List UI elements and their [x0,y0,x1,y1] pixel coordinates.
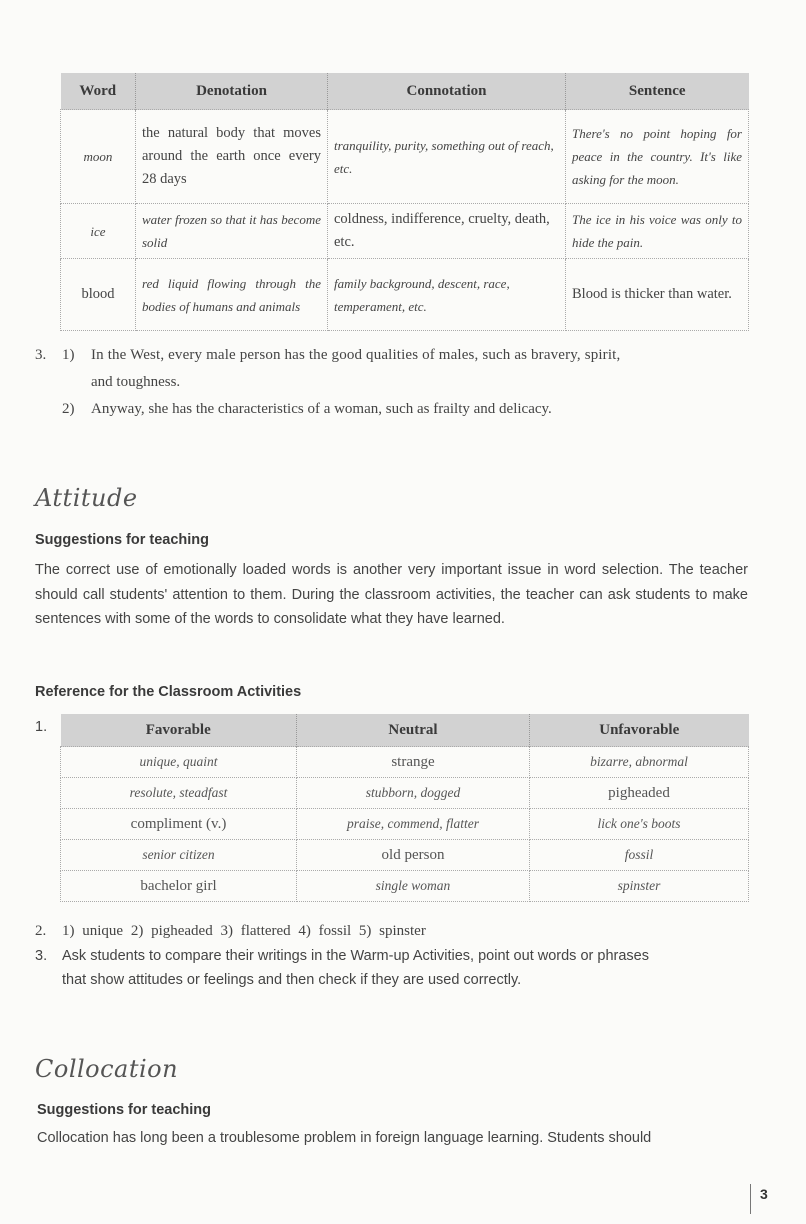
neutral-cell: single woman [297,871,530,902]
table-row [61,809,749,840]
sentence-cell: There's no point hoping for peace in the country. It's like asking for the moon. [566,110,749,204]
word-cell: ice [61,204,136,259]
sentence-cell: Blood is thicker than water. [566,259,749,331]
neutral-cell: praise, commend, flatter [297,809,530,840]
table-row [61,840,749,871]
word-meaning-table [60,73,749,331]
header-sentence: Sentence [566,73,749,110]
word-cell: blood [61,259,136,331]
favorable-cell: senior citizen [61,840,297,871]
header-connotation: Connotation [328,73,566,110]
attitude-item-3-line-2: that show attitudes or feelings and then check if they are used correctly. [62,972,522,988]
sentence-cell: The ice in his voice was only to hide the pain. [566,204,749,259]
item-3-2-number: 2) [62,401,75,417]
unfavorable-cell: spinster [530,871,749,902]
neutral-cell: strange [297,747,530,778]
item-3-number: 3. [35,347,47,363]
page-number-rule [750,1184,751,1214]
item-3-1-line-1: In the West, every male person has the good qualities of males, such as bravery, spirit, [91,347,621,363]
table-header-row [61,73,749,110]
attitude-item-2-answers: 1) unique 2) pigheaded 3) flattered 4) fossil 5) spinster [62,923,426,939]
collocation-heading: Collocation [35,1055,179,1083]
table-row [61,778,749,809]
header-unfavorable: Unfavorable [530,714,749,747]
favorable-cell: unique, quaint [61,747,297,778]
attitude-words-table [60,714,749,902]
connotation-cell: tranquility, purity, something out of reach, etc. [328,110,566,204]
unfavorable-cell: pigheaded [530,778,749,809]
favorable-cell: resolute, steadfast [61,778,297,809]
unfavorable-cell: fossil [530,840,749,871]
attitude-item-2-number: 2. [35,923,47,939]
connotation-cell: family background, descent, race, temperament, etc. [328,259,566,331]
collocation-suggestions-text: Collocation has long been a troublesome problem in foreign language learning. Students should [37,1130,652,1146]
denotation-cell: red liquid flowing through the bodies of humans and animals [136,259,328,331]
table-header-row [61,714,749,747]
table-row [61,747,749,778]
reference-heading: Reference for the Classroom Activities [35,684,302,700]
word-cell: moon [61,110,136,204]
header-word: Word [61,73,136,110]
connotation-cell: coldness, indifference, cruelty, death, etc. [328,204,566,259]
neutral-cell: old person [297,840,530,871]
unfavorable-cell: lick one's boots [530,809,749,840]
attitude-suggestions-heading: Suggestions for teaching [35,532,210,548]
table-row [61,259,749,331]
denotation-cell: water frozen so that it has become solid [136,204,328,259]
attitude-item-1-number: 1. [35,719,48,735]
collocation-suggestions-heading: Suggestions for teaching [37,1102,212,1118]
table-row [61,204,749,259]
attitude-suggestions-text: The correct use of emotionally loaded words is another very important issue in word selection. The teacher should call students' attention to them. During the classroom activities, the teacher can ask students to make sentences with some of the words to consolidate what they have learned. [35,562,748,627]
favorable-cell: compliment (v.) [61,809,297,840]
unfavorable-cell: bizarre, abnormal [530,747,749,778]
page-number: 3 [760,1186,768,1202]
table-row [61,871,749,902]
item-3-2-text: Anyway, she has the characteristics of a woman, such as frailty and delicacy. [91,401,552,417]
item-3-1-number: 1) [62,347,75,363]
denotation-cell: the natural body that moves around the earth once every 28 days [136,110,328,204]
favorable-cell: bachelor girl [61,871,297,902]
attitude-heading: Attitude [35,484,138,512]
header-favorable: Favorable [61,714,297,747]
attitude-item-3-number: 3. [35,948,48,964]
attitude-item-3-line-1: Ask students to compare their writings in the Warm-up Activities, point out words or phrases [62,948,649,964]
header-denotation: Denotation [136,73,328,110]
table-row [61,110,749,204]
header-neutral: Neutral [297,714,530,747]
neutral-cell: stubborn, dogged [297,778,530,809]
item-3-1-line-2: and toughness. [91,374,181,390]
